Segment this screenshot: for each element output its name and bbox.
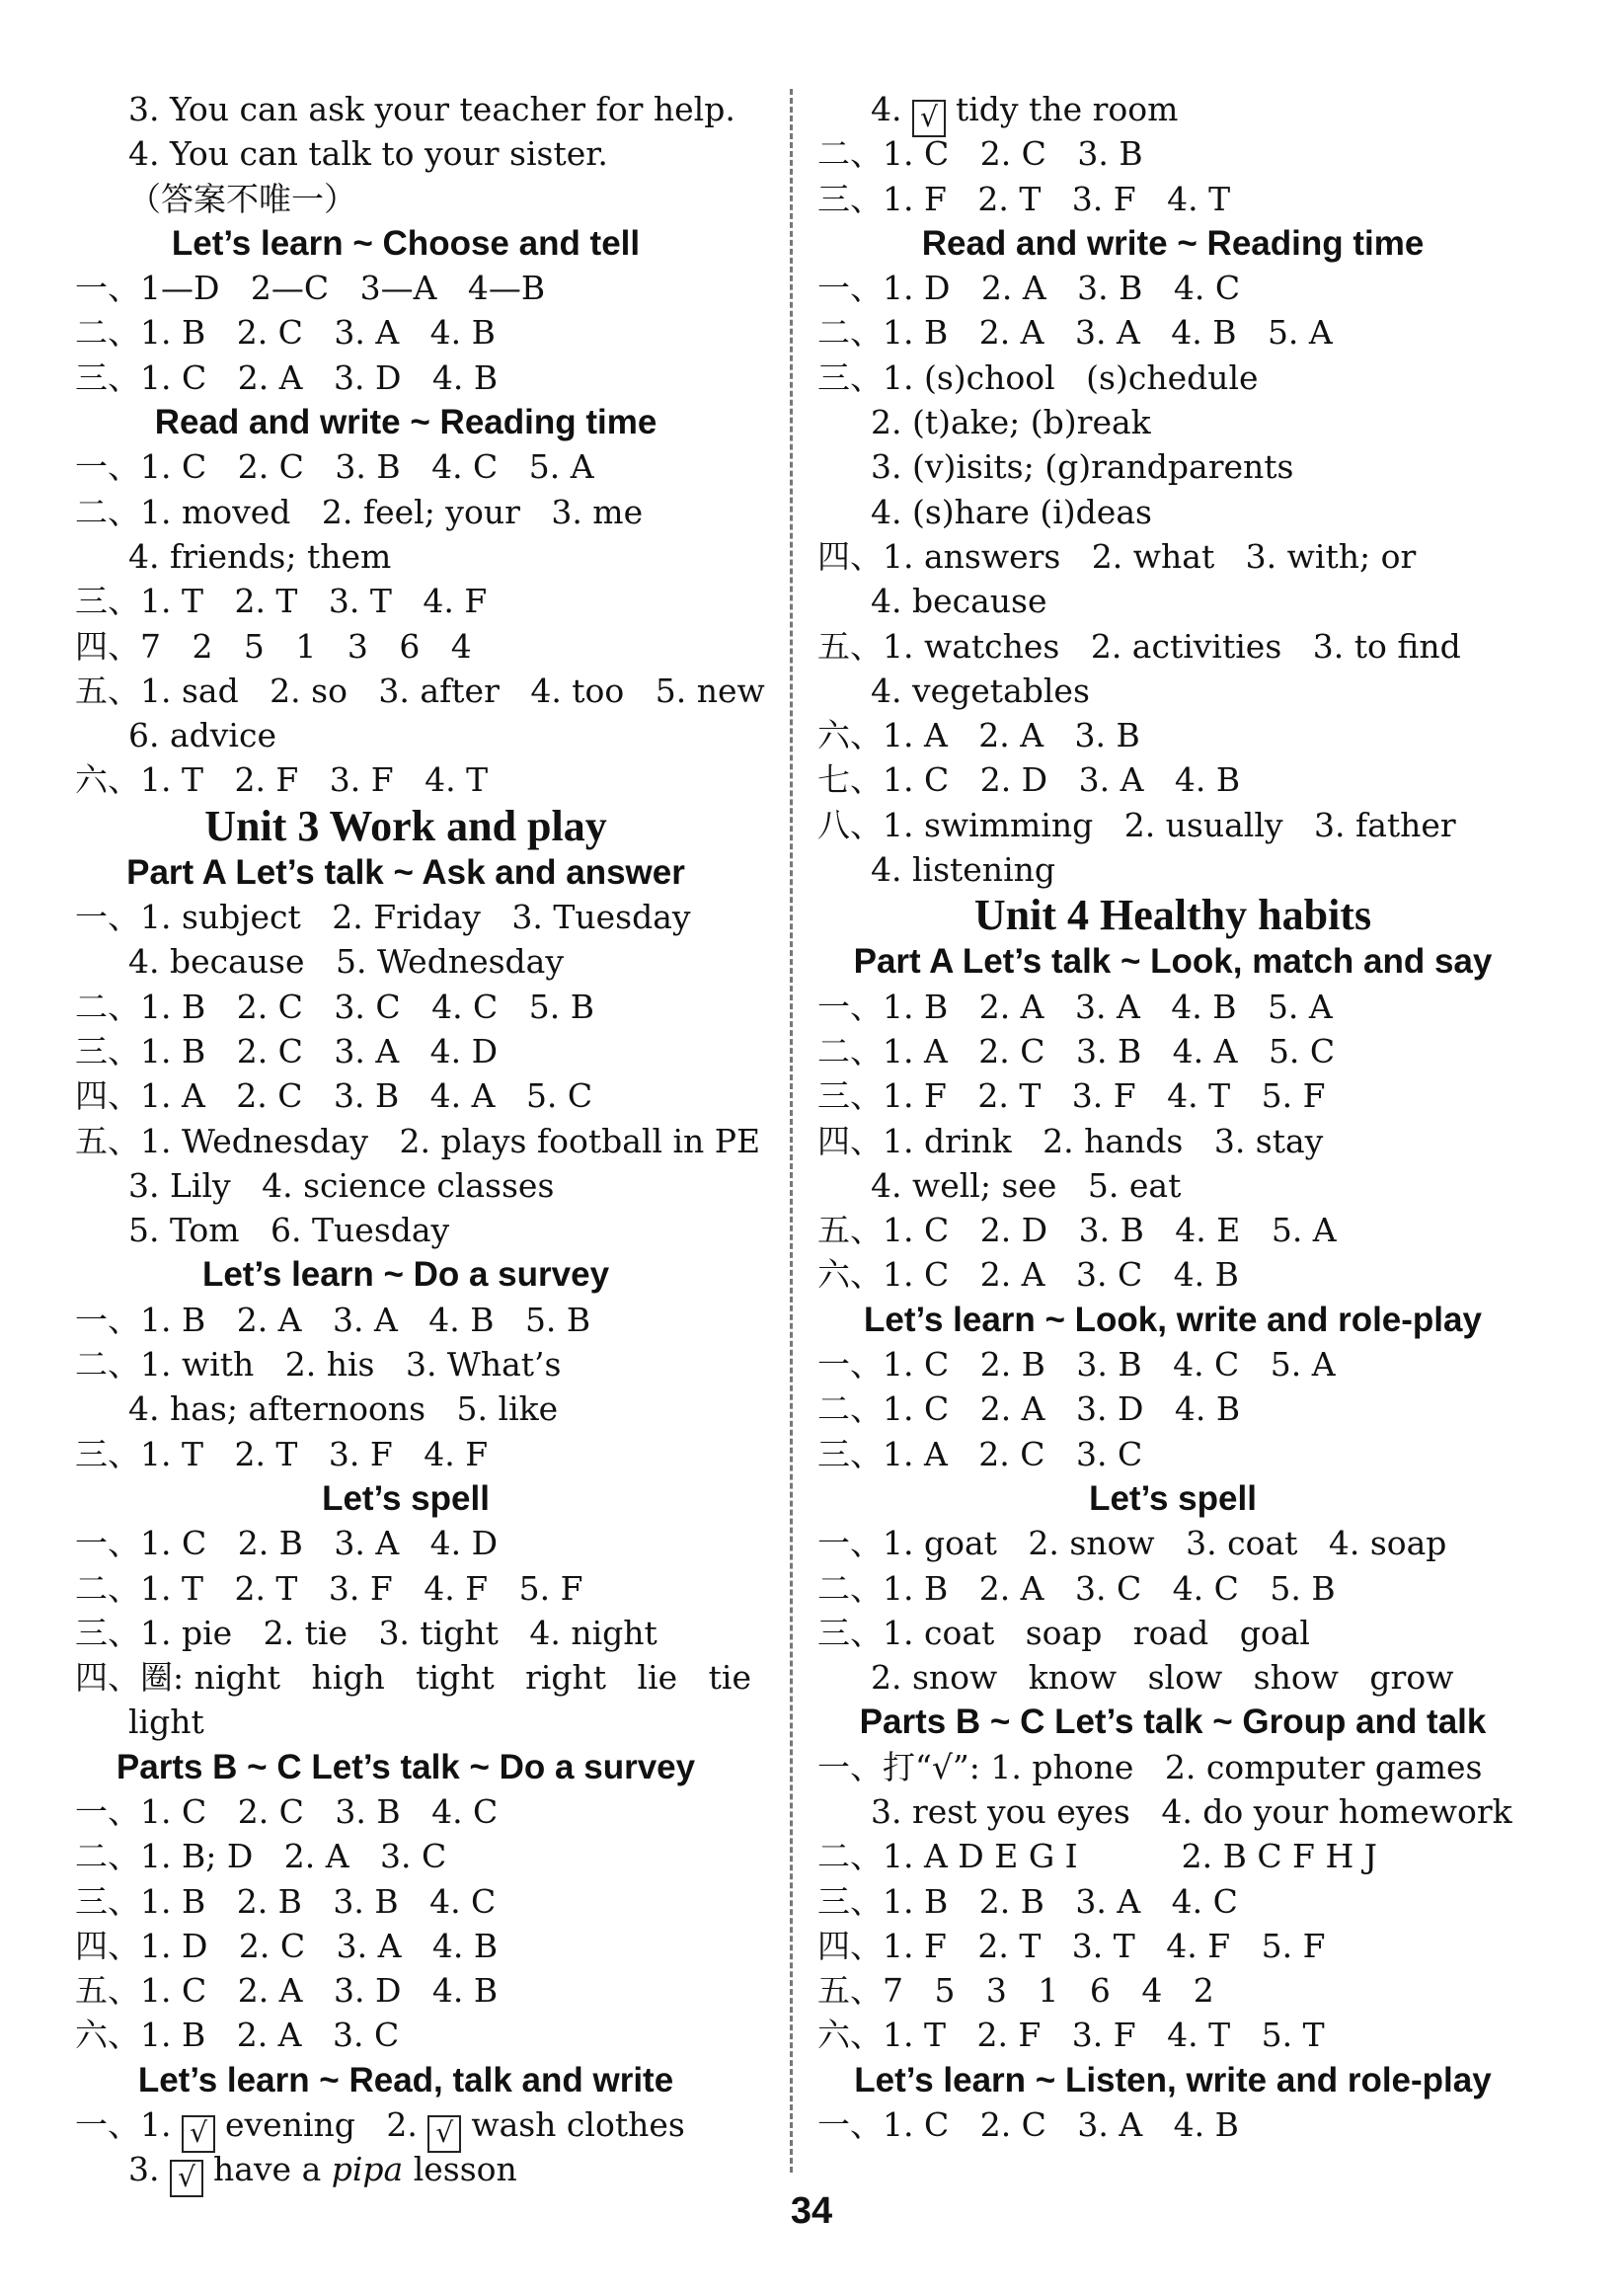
answer-line: 一、1. D 2. A 3. B 4. C: [817, 269, 1241, 308]
checkbox-answer-line: [817, 87, 1528, 131]
section-heading: Parts B ~ C Let’s talk ~ Group and talk: [859, 1702, 1487, 1742]
answer-text: tidy the room: [955, 90, 1179, 128]
answer-line: 一、1. goat 2. snow 3. coat 4. soap: [817, 1524, 1447, 1563]
answer-line: 二、1. B 2. A 3. A 4. B 5. A: [817, 313, 1333, 353]
answer-line: 4. You can talk to your sister.: [128, 134, 608, 174]
checkbox-answer-line: [75, 2147, 736, 2194]
answer-line: 二、1. moved 2. feel; your 3. me: [75, 492, 644, 531]
answer-line: 二、1. B 2. C 3. C 4. C 5. B: [75, 987, 595, 1026]
checkbox-answer-line: [75, 2102, 736, 2150]
answer-line: 一、1. C 2. C 3. A 4. B: [817, 2105, 1239, 2145]
section-heading: Part A Let’s talk ~ Look, match and say: [853, 942, 1493, 982]
answer-line: 三、1. coat soap road goal: [817, 1613, 1310, 1652]
unit-title: Unit 3 Work and play: [204, 801, 607, 850]
right-column: [817, 87, 1528, 2147]
answer-line: 六、1. T 2. F 3. F 4. T 5. T: [817, 2016, 1325, 2055]
answer-line: 2. snow know slow show grow: [871, 1658, 1454, 1698]
answer-line: 5. Tom 6. Tuesday: [128, 1211, 450, 1250]
section-heading: Let’s learn ~ Listen, write and role-play: [854, 2060, 1492, 2099]
check-icon: √: [170, 2160, 203, 2197]
answer-line: 六、1. A 2. A 3. B: [817, 716, 1140, 755]
answer-line: 五、1. sad 2. so 3. after 4. too 5. new: [75, 671, 765, 710]
answer-line: 四、1. F 2. T 3. T 4. F 5. F: [817, 1926, 1326, 1965]
answer-line: 3. rest you eyes 4. do your homework: [871, 1791, 1512, 1831]
answer-line: 三、1. C 2. A 3. D 4. B: [75, 357, 499, 397]
section-heading: Read and write ~ Reading time: [154, 403, 657, 442]
section-heading: Let’s learn ~ Look, write and role-play: [864, 1300, 1482, 1339]
answer-line: 一、1. B 2. A 3. A 4. B 5. B: [75, 1300, 591, 1339]
answer-line: 二、1. T 2. T 3. F 4. F 5. F: [75, 1568, 583, 1608]
answer-line: 三、1. B 2. B 3. B 4. C: [75, 1881, 497, 1921]
answer-line: 二、1. with 2. his 3. What’s: [75, 1345, 562, 1385]
answer-line: 三、1. A 2. C 3. C: [817, 1434, 1143, 1473]
answer-line: 一、1. subject 2. Friday 3. Tuesday: [75, 898, 691, 937]
answer-line: 一、1. C 2. B 3. B 4. C 5. A: [817, 1345, 1336, 1385]
answer-line: 3. Lily 4. science classes: [128, 1165, 555, 1205]
answer-line: 二、1. A 2. C 3. B 4. A 5. C: [817, 1031, 1336, 1070]
answer-line: 4. (s)hare (i)deas: [871, 492, 1152, 531]
answer-line: 二、1. A D E G I 2. B C F H J: [817, 1837, 1377, 1876]
answer-line: 2. (t)ake; (b)reak: [871, 403, 1151, 442]
answer-text: 4.: [871, 90, 912, 128]
answer-line: 三、1. B 2. B 3. A 4. C: [817, 1881, 1238, 1921]
section-heading: Let’s spell: [1089, 1478, 1257, 1518]
answer-line: 二、1. B; D 2. A 3. C: [75, 1837, 447, 1876]
answer-line: 一、1. C 2. C 3. B 4. C: [75, 1791, 499, 1831]
answer-line: 二、1. C 2. C 3. B: [817, 134, 1143, 174]
answer-line: 五、1. watches 2. activities 3. to find: [817, 626, 1461, 666]
answer-line: 二、1. B 2. C 3. A 4. B: [75, 313, 496, 353]
answer-line: 三、1. T 2. T 3. F 4. F: [75, 1434, 489, 1473]
answer-line: 六、1. C 2. A 3. C 4. B: [817, 1255, 1239, 1295]
answer-line: 六、1. B 2. A 3. C: [75, 2016, 400, 2055]
answer-text: have a: [212, 2150, 332, 2189]
answer-line: 五、1. C 2. D 3. B 4. E 5. A: [817, 1211, 1337, 1250]
answer-line: 4. because: [871, 582, 1047, 621]
answer-line: 四、圈: night high tight right lie tie: [75, 1658, 751, 1698]
answer-line: 三、1. F 2. T 3. F 4. T 5. F: [817, 1076, 1326, 1116]
answer-line: 一、1. C 2. B 3. A 4. D: [75, 1524, 499, 1563]
answer-line: 三、1. B 2. C 3. A 4. D: [75, 1031, 499, 1070]
answer-text: 3.: [128, 2150, 170, 2189]
answer-line: 七、1. C 2. D 3. A 4. B: [817, 760, 1241, 800]
answer-line: 四、1. A 2. C 3. B 4. A 5. C: [75, 1076, 593, 1116]
answer-line: 四、1. answers 2. what 3. with; or: [817, 536, 1417, 576]
answer-line: 五、1. C 2. A 3. D 4. B: [75, 1971, 499, 2011]
column-divider: [790, 89, 793, 2173]
answer-line: 六、1. T 2. F 3. F 4. T: [75, 760, 489, 800]
answer-text: 一、1.: [75, 2105, 182, 2145]
answer-line: 三、1. (s)chool (s)chedule: [817, 357, 1259, 397]
answer-line: 四、1. D 2. C 3. A 4. B: [75, 1926, 499, 1965]
answer-line: 4. friends; them: [128, 536, 392, 576]
section-heading: Let’s learn ~ Do a survey: [201, 1255, 610, 1295]
answer-line: 4. because 5. Wednesday: [128, 942, 564, 982]
answer-line: 八、1. swimming 2. usually 3. father: [817, 805, 1456, 844]
section-heading: Read and write ~ Reading time: [921, 223, 1425, 263]
answer-line: 五、1. Wednesday 2. plays football in PE: [75, 1121, 761, 1160]
answer-line: 4. well; see 5. eat: [871, 1165, 1182, 1205]
answer-line: 二、1. C 2. A 3. D 4. B: [817, 1389, 1241, 1429]
answer-line: 6. advice: [128, 716, 276, 755]
answer-line: 三、1. F 2. T 3. F 4. T: [817, 179, 1231, 218]
left-column: [75, 87, 765, 2194]
answer-line: light: [128, 1702, 204, 1742]
section-heading: Part A Let’s talk ~ Ask and answer: [126, 852, 685, 892]
unit-title: Unit 4 Healthy habits: [973, 891, 1372, 940]
answer-text: wash clothes: [471, 2105, 685, 2145]
answer-text: evening 2.: [224, 2105, 428, 2145]
answer-line: 3. (v)isits; (g)randparents: [871, 447, 1294, 487]
answer-line: 4. listening: [871, 850, 1055, 890]
answer-line: 二、1. B 2. A 3. C 4. C 5. B: [817, 1568, 1336, 1608]
answer-line: 三、1. pie 2. tie 3. tight 4. night: [75, 1613, 657, 1652]
section-heading: Let’s learn ~ Choose and tell: [171, 223, 641, 263]
answer-line: 一、1. C 2. C 3. B 4. C 5. A: [75, 447, 594, 487]
italic-text: pipa: [331, 2150, 404, 2189]
answer-line: 五、7 5 3 1 6 4 2: [817, 1971, 1214, 2011]
page-number: 34: [790, 2190, 833, 2232]
check-icon: √: [182, 2115, 215, 2153]
answer-line: （答案不唯一）: [128, 179, 356, 218]
answer-line: 一、1. B 2. A 3. A 4. B 5. A: [817, 987, 1333, 1026]
answer-line: 四、7 2 5 1 3 6 4: [75, 626, 472, 666]
section-heading: Parts B ~ C Let’s talk ~ Do a survey: [116, 1747, 696, 1786]
section-heading: Let’s learn ~ Read, talk and write: [137, 2060, 674, 2099]
check-icon: √: [912, 100, 946, 137]
answer-line: 四、1. drink 2. hands 3. stay: [817, 1121, 1324, 1160]
answer-line: 3. You can ask your teacher for help.: [128, 90, 735, 128]
answer-line: 4. vegetables: [871, 671, 1090, 710]
section-heading: Let’s spell: [322, 1478, 490, 1518]
answer-text: lesson: [403, 2150, 517, 2189]
check-icon: √: [427, 2115, 461, 2153]
answer-line: 三、1. T 2. T 3. T 4. F: [75, 582, 488, 621]
answer-line: 一、打“√”: 1. phone 2. computer games: [817, 1747, 1483, 1786]
answer-line: 4. has; afternoons 5. like: [128, 1389, 559, 1429]
answer-line: 一、1—D 2—C 3—A 4—B: [75, 269, 546, 308]
